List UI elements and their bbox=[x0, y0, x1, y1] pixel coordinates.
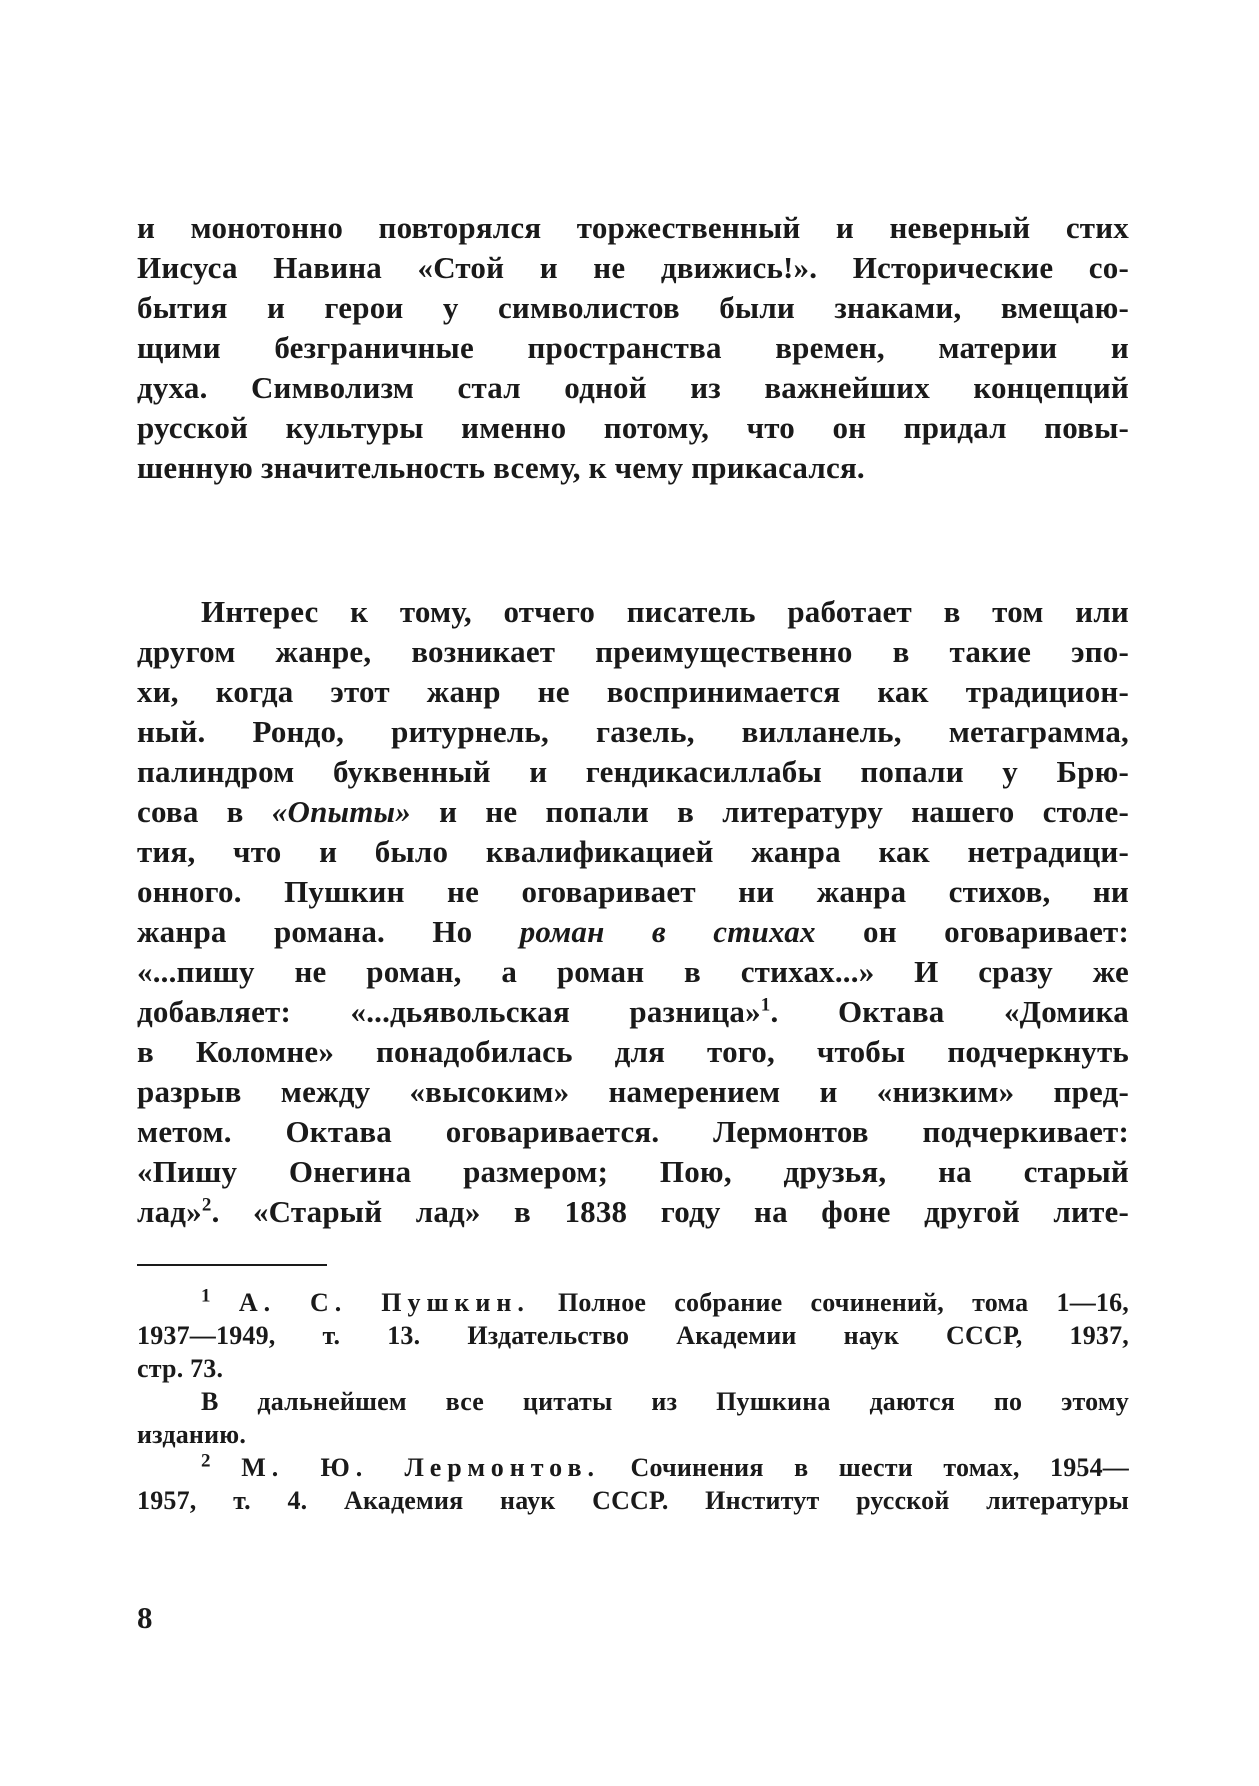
footnote-author: М. Ю. Лермонтов. bbox=[241, 1453, 601, 1482]
emphasis-roman-v-stikhakh: роман в стихах bbox=[519, 914, 816, 949]
text-fragment: сова в bbox=[137, 794, 272, 829]
text-fragment: . Октава «Домика bbox=[770, 994, 1129, 1029]
footnote-author: А. С. Пушкин. bbox=[238, 1288, 530, 1317]
text-line: духа. Символизм стал одной из важнейших концепций bbox=[137, 370, 1129, 405]
text-fragment: Сочинения в шести томах, 1954— bbox=[600, 1453, 1129, 1482]
footnote-1-line: 1937—1949, т. 13. Издательство Академии наук СССР, 1937, bbox=[137, 1321, 1129, 1350]
text-line: Интерес к тому, отчего писатель работает в том или bbox=[201, 594, 1129, 629]
footnote-2-line bbox=[137, 1451, 1129, 1484]
text-line: другом жанре, возникает преимущественно в такие эпо- bbox=[137, 634, 1129, 669]
section-gap bbox=[137, 488, 1129, 592]
text-line: палиндром буквенный и гендикасиллабы попали у Брю- bbox=[137, 754, 1129, 789]
text-fragment: лад» bbox=[137, 1194, 202, 1229]
page-number: 8 bbox=[137, 1600, 153, 1635]
text-line: разрыв между «высоким» намерением и «низким» пред- bbox=[137, 1074, 1129, 1109]
text-line: тия, что и было квалификацией жанра как нетрадици- bbox=[137, 834, 1129, 869]
footnote-1-note: изданию. bbox=[137, 1420, 247, 1449]
paragraph-1 bbox=[137, 208, 1129, 488]
footnote-1-line bbox=[137, 1286, 1129, 1319]
footnote-divider bbox=[137, 1264, 327, 1266]
text-line: и монотонно повторялся торжественный и неверный стих bbox=[137, 210, 1129, 245]
footnote-number-2: 2 bbox=[201, 1450, 211, 1472]
text-line bbox=[137, 992, 1129, 1032]
footnote-ref-2[interactable]: 2 bbox=[201, 1194, 212, 1216]
text-line: «...пишу не роман, а роман в стихах...» И сразу же bbox=[137, 954, 1129, 989]
text-fragment: жанра романа. Но bbox=[137, 914, 520, 949]
text-line bbox=[137, 1192, 1129, 1232]
text-line: метом. Октава оговаривается. Лермонтов подчеркивает: bbox=[137, 1114, 1129, 1149]
text-line: русской культуры именно потому, что он придал повы- bbox=[137, 410, 1129, 445]
text-line: щими безграничные пространства времен, материи и bbox=[137, 330, 1129, 365]
footnote-2-line: 1957, т. 4. Академия наук СССР. Институт русской литературы bbox=[137, 1486, 1129, 1515]
footnote-1-line: стр. 73. bbox=[137, 1354, 224, 1383]
text-line: «Пишу Онегина размером; Пою, друзья, на старый bbox=[137, 1154, 1129, 1189]
text-line: бытия и герои у символистов были знаками, вмещаю- bbox=[137, 290, 1129, 325]
text-line: хи, когда этот жанр не воспринимается как традицион- bbox=[137, 674, 1129, 709]
text-fragment: он оговаривает: bbox=[815, 914, 1129, 949]
footnote-1-note: В дальнейшем все цитаты из Пушкина даются по этому bbox=[201, 1387, 1129, 1416]
text-line: Иисуса Навина «Стой и не движись!». Исторические со- bbox=[137, 250, 1129, 285]
text-line: шенную значительность всему, к чему прикасался. bbox=[137, 450, 865, 485]
text-fragment: . «Старый лад» в 1838 году на фоне другой лите- bbox=[211, 1194, 1129, 1229]
paragraph-2 bbox=[137, 592, 1129, 1232]
text-line bbox=[137, 792, 1129, 832]
text-fragment: добавляет: «...дьявольская разница» bbox=[137, 994, 761, 1029]
footnote-ref-1[interactable]: 1 bbox=[760, 994, 771, 1016]
text-line: в Коломне» понадобилась для того, чтобы подчеркнуть bbox=[137, 1034, 1129, 1069]
text-line: ный. Рондо, ритурнель, газель, вилланель, метаграмма, bbox=[137, 714, 1129, 749]
text-fragment: Полное собрание сочинений, тома 1—16, bbox=[529, 1288, 1129, 1317]
text-line: онного. Пушкин не оговаривает ни жанра стихов, ни bbox=[137, 874, 1129, 909]
text-line bbox=[137, 912, 1129, 952]
footnote-number-1: 1 bbox=[201, 1285, 211, 1307]
book-title-opyty: «Опыты» bbox=[271, 794, 411, 829]
footnotes bbox=[137, 1286, 1129, 1517]
page-body bbox=[137, 208, 1129, 1517]
text-fragment: и не попали в литературу нашего столе- bbox=[410, 794, 1130, 829]
